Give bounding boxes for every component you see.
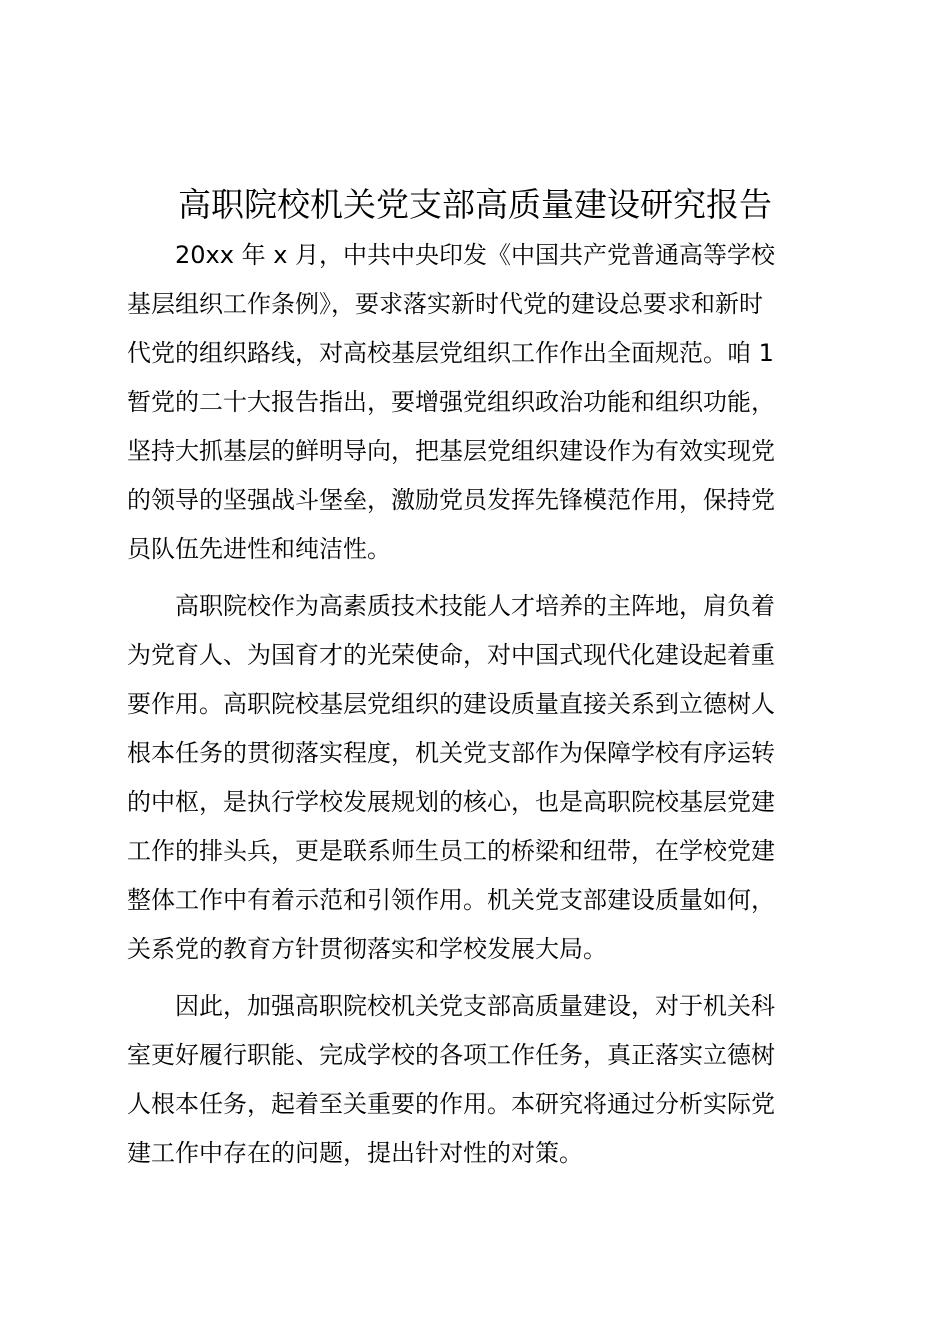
text-line: 要作用。高职院校基层党组织的建设质量直接关系到立德树人 [127, 690, 775, 718]
text-line: 人根本任务，起着至关重要的作用。本研究将通过分析实际党 [127, 1090, 775, 1118]
text-line: 暂党的二十大报告指出，要增强党组织政治功能和组织功能， [127, 388, 775, 416]
text-line: 关系党的教育方针贯彻落实和学校发展大局。 [127, 935, 607, 963]
text-line: 的领导的坚强战斗堡垒，激励党员发挥先锋模范作用，保持党 [127, 486, 775, 514]
paragraph-2 [127, 582, 837, 974]
paragraph-3 [127, 982, 837, 1178]
document-title: 高职院校机关党支部高质量建设研究报告 [178, 185, 772, 224]
text-line: 的中枢，是执行学校发展规划的核心，也是高职院校基层党建 [127, 788, 775, 816]
text-line: 工作的排头兵，更是联系师生员工的桥梁和纽带，在学校党建 [127, 837, 775, 865]
paragraph-1 [127, 231, 837, 574]
text-line: 根本任务的贯彻落实程度，机关党支部作为保障学校有序运转 [127, 739, 775, 767]
text-line: 代党的组织路线，对高校基层党组织工作作出全面规范。咱 1 [127, 339, 774, 367]
text-line: 室更好履行职能、完成学校的各项工作任务，真正落实立德树 [127, 1041, 775, 1069]
text-line: 基层组织工作条例》，要求落实新时代党的建设总要求和新时 [127, 290, 763, 318]
text-line: 为党育人、为国育才的光荣使命，对中国式现代化建设起着重 [127, 641, 775, 669]
document-body [127, 231, 837, 1178]
text-line: 20xx 年 x 月，中共中央印发《中国共产党普通高等学校 [127, 241, 776, 269]
text-line: 整体工作中有着示范和引领作用。机关党支部建设质量如何， [127, 886, 775, 914]
text-line: 建工作中存在的问题，提出针对性的对策。 [127, 1139, 583, 1167]
text-line: 员队伍先进性和纯洁性。 [127, 535, 391, 563]
text-line: 坚持大抓基层的鲜明导向，把基层党组织建设作为有效实现党 [127, 437, 775, 465]
text-line: 因此，加强高职院校机关党支部高质量建设，对于机关科 [127, 992, 775, 1020]
text-line: 高职院校作为高素质技术技能人才培养的主阵地，肩负着 [127, 592, 775, 620]
